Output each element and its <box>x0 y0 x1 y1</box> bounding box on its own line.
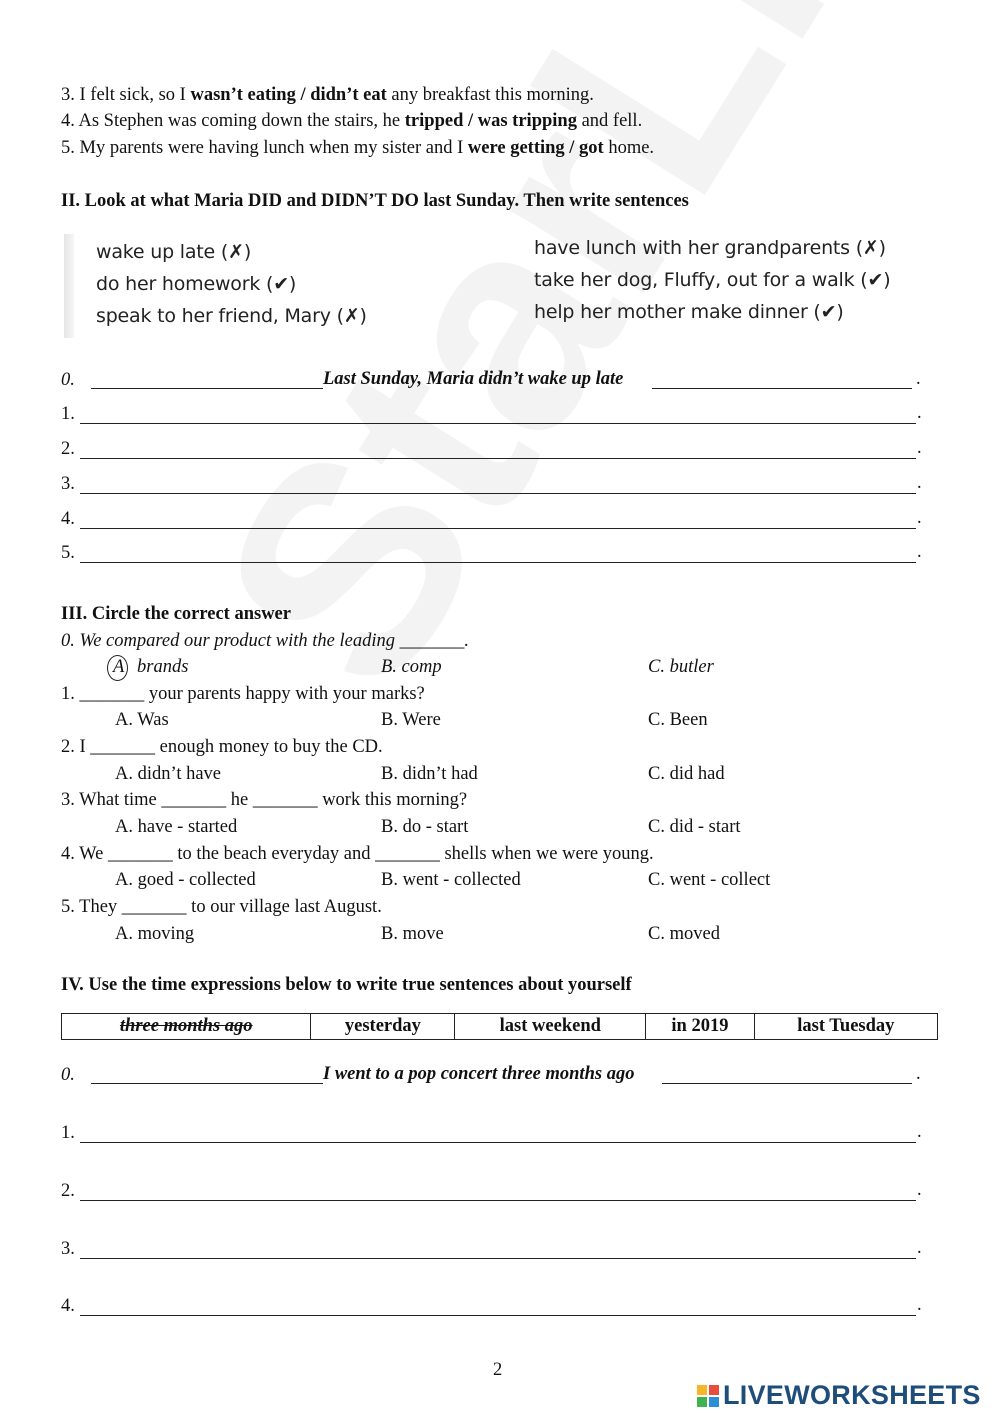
answer-line-3[interactable] <box>80 1258 916 1259</box>
answer-line-2[interactable] <box>80 458 916 459</box>
question: 3. What time _______ he _______ work this morning? <box>61 790 468 810</box>
scan-edge <box>64 234 74 338</box>
line-number: 4. <box>61 1296 75 1316</box>
line-number: 2. <box>61 439 75 459</box>
answer-line <box>91 1083 323 1084</box>
question-3: 3. I felt sick, so I wasn’t eating / didn’t eat any breakfast this morning. <box>61 85 594 105</box>
option-b: B. comp <box>381 657 442 677</box>
expression-cell: three months ago <box>62 1014 311 1040</box>
end-dot: . <box>917 1295 922 1315</box>
choice-text[interactable]: wasn’t eating / didn’t eat <box>190 85 387 105</box>
option-c[interactable]: C. did had <box>648 764 725 784</box>
answer-line-2[interactable] <box>80 1200 916 1201</box>
answer-line-1[interactable] <box>80 1142 916 1143</box>
option-c[interactable]: C. did - start <box>648 817 741 837</box>
answer-line-4[interactable] <box>80 1315 916 1316</box>
question: 1. _______ your parents happy with your marks? <box>61 684 425 704</box>
option-c[interactable]: C. moved <box>648 924 720 944</box>
section-2-heading: II. Look at what Maria DID and DIDN’T DO last Sunday. Then write sentences <box>61 191 689 211</box>
end-dot: . <box>917 403 922 423</box>
question: 2. I _______ enough money to buy the CD. <box>61 737 383 757</box>
activity: do her homework (✔) <box>96 273 297 295</box>
line-number: 2. <box>61 1181 75 1201</box>
end-dot: . <box>917 1122 922 1142</box>
activity: take her dog, Fluffy, out for a walk (✔) <box>534 269 891 291</box>
example-number: 0. <box>61 370 75 390</box>
question-4: 4. As Stephen was coming down the stairs, he tripped / was tripping and fell. <box>61 111 643 131</box>
expression-cell: last weekend <box>455 1014 646 1040</box>
line-number: 3. <box>61 1239 75 1259</box>
question-5: 5. My parents were having lunch when my sister and I were getting / got home. <box>61 138 655 158</box>
option-a[interactable]: A. didn’t have <box>115 764 222 784</box>
answer-line <box>652 388 912 389</box>
line-number: 3. <box>61 474 75 494</box>
end-dot: . <box>917 438 922 458</box>
end-dot: . <box>917 542 922 562</box>
answer-line-4[interactable] <box>80 528 916 529</box>
option-c[interactable]: C. Been <box>648 710 708 730</box>
expression-cell: yesterday <box>311 1014 455 1040</box>
answer-line <box>662 1083 912 1084</box>
option-b[interactable]: B. went - collected <box>381 870 521 890</box>
end-dot: . <box>917 1238 922 1258</box>
logo-icon <box>697 1385 719 1407</box>
option-b[interactable]: B. move <box>381 924 444 944</box>
answer-line-3[interactable] <box>80 493 916 494</box>
example-answer: I went to a pop concert three months ago <box>323 1064 635 1084</box>
line-number: 1. <box>61 404 75 424</box>
expression-cell: last Tuesday <box>754 1014 937 1040</box>
option-a: A <box>113 657 125 677</box>
option-b[interactable]: B. didn’t had <box>381 764 478 784</box>
page-number: 2 <box>493 1360 503 1380</box>
section-4-heading: IV. Use the time expressions below to write true sentences about yourself <box>61 975 632 995</box>
option-a[interactable]: A. moving <box>115 924 195 944</box>
logo-text: LIVEWORKSHEETS <box>723 1380 981 1410</box>
liveworksheets-logo[interactable] <box>697 1380 981 1411</box>
option-a[interactable]: A. goed - collected <box>115 870 256 890</box>
option-a[interactable]: A. Was <box>115 710 169 730</box>
answer-line <box>91 388 323 389</box>
end-dot: . <box>916 1064 921 1084</box>
answer-line-5[interactable] <box>80 562 916 563</box>
line-number: 4. <box>61 509 75 529</box>
option-c[interactable]: C. went - collect <box>648 870 771 890</box>
choice-text[interactable]: were getting / got <box>467 138 604 158</box>
activity: wake up late (✗) <box>96 241 252 263</box>
answer-line-1[interactable] <box>80 423 916 424</box>
option-b[interactable]: B. Were <box>381 710 441 730</box>
time-expressions-table <box>61 1013 938 1040</box>
end-dot: . <box>917 473 922 493</box>
section-3-heading: III. Circle the correct answer <box>61 604 291 624</box>
expression-cell: in 2019 <box>646 1014 754 1040</box>
example-answer: Last Sunday, Maria didn’t wake up late <box>323 369 624 389</box>
end-dot: . <box>917 1180 922 1200</box>
line-number: 1. <box>61 1123 75 1143</box>
activity: speak to her friend, Mary (✗) <box>96 305 367 327</box>
example-question: 0. We compared our product with the leading _______. <box>61 631 469 651</box>
option-a[interactable]: A. have - started <box>115 817 238 837</box>
example-number: 0. <box>61 1065 75 1085</box>
activity: help her mother make dinner (✔) <box>534 301 844 323</box>
line-number: 5. <box>61 543 75 563</box>
question: 5. They _______ to our village last August. <box>61 897 382 917</box>
question: 4. We _______ to the beach everyday and _______ shells when we were young. <box>61 844 654 864</box>
option-b[interactable]: B. do - start <box>381 817 469 837</box>
activity: have lunch with her grandparents (✗) <box>534 237 886 259</box>
end-dot: . <box>916 369 921 389</box>
option-c: C. butler <box>648 657 714 677</box>
end-dot: . <box>917 508 922 528</box>
option-a-text: brands <box>137 657 189 677</box>
choice-text[interactable]: tripped / was tripping <box>404 111 577 131</box>
